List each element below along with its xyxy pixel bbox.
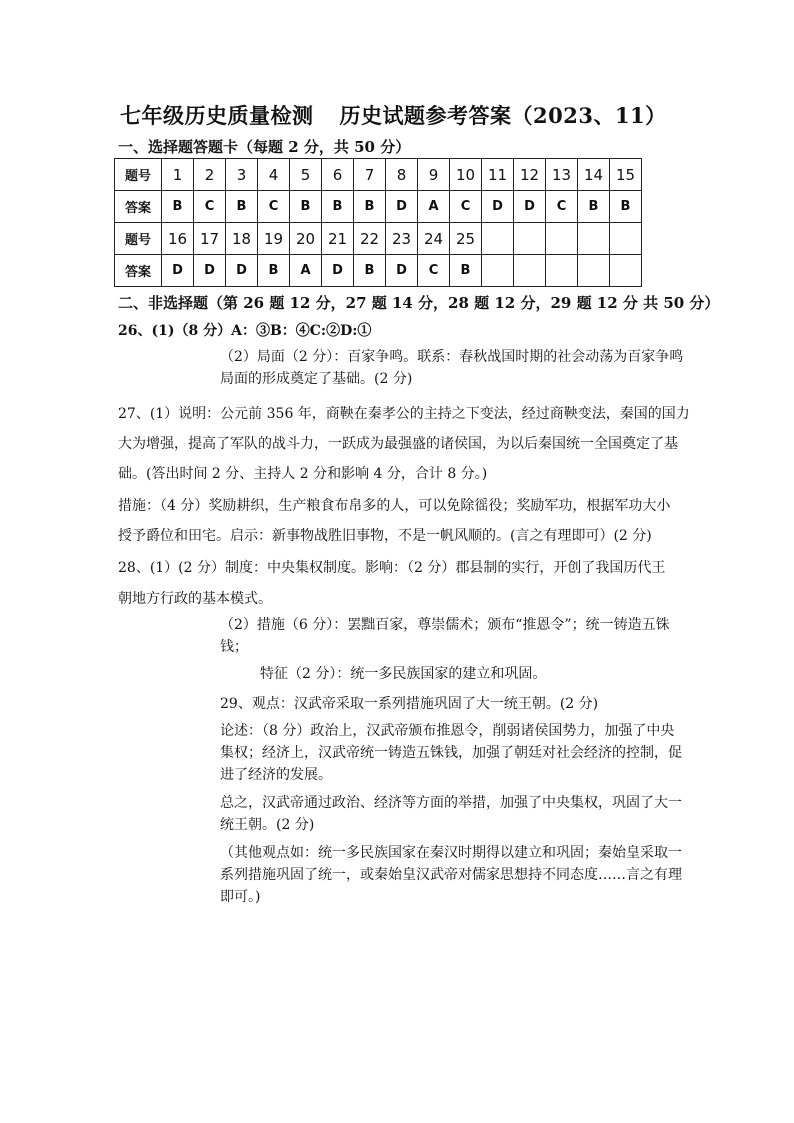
number-cell: 13	[546, 159, 578, 191]
q28-line5: 特征（2 分）：统一多民族国家的建立和巩固。	[260, 666, 547, 682]
empty-cell	[514, 255, 546, 287]
number-cell: 5	[290, 159, 322, 191]
answer-cell: B	[450, 255, 482, 287]
answer-cell: D	[514, 191, 546, 223]
table-row	[115, 223, 642, 255]
answer-cell: D	[194, 255, 226, 287]
empty-cell	[546, 223, 578, 255]
q29-line6: 统王朝。(2 分)	[220, 817, 315, 833]
answer-cell: B	[226, 191, 258, 223]
header-label-cell: 题号	[115, 223, 162, 255]
answer-cell: C	[450, 191, 482, 223]
number-cell: 20	[290, 223, 322, 255]
q29-line9: 即可。)	[220, 889, 261, 905]
answer-cell: B	[354, 191, 386, 223]
empty-cell	[610, 223, 642, 255]
number-cell: 2	[194, 159, 226, 191]
q27-line3: 础。(答出时间 2 分、主持人 2 分和影响 4 分，合计 8 分。)	[118, 466, 488, 482]
number-cell: 18	[226, 223, 258, 255]
q29-line1: 29、观点：汉武帝采取一系列措施巩固了大一统王朝。(2 分)	[220, 696, 599, 712]
answer-cell: D	[482, 191, 514, 223]
q28-line2: 朝地方行政的基本模式。	[118, 591, 272, 607]
number-cell: 22	[354, 223, 386, 255]
number-cell: 1	[162, 159, 194, 191]
answer-cell: B	[354, 255, 386, 287]
number-cell: 11	[482, 159, 514, 191]
answer-table	[114, 158, 642, 287]
number-cell: 6	[322, 159, 354, 191]
number-cell: 25	[450, 223, 482, 255]
q27-line2: 大为增强，提高了军队的战斗力，一跃成为最强盛的诸侯国，为以后秦国统一全国奠定了基	[118, 436, 678, 452]
q26-line1: 26、(1)（8 分）A：③B：④C:②D:①	[118, 323, 372, 339]
empty-cell	[578, 223, 610, 255]
number-cell: 9	[418, 159, 450, 191]
number-cell: 3	[226, 159, 258, 191]
page-title	[120, 100, 667, 130]
answer-cell: B	[162, 191, 194, 223]
number-cell: 23	[386, 223, 418, 255]
q26-line3: 局面的形成奠定了基础。(2 分)	[220, 371, 413, 387]
number-cell: 7	[354, 159, 386, 191]
q28-line4: 钱；	[220, 639, 248, 655]
number-cell: 10	[450, 159, 482, 191]
q29-line2: 论述：（8 分）政治上，汉武帝颁布推恩令，削弱诸侯国势力，加强了中央	[220, 723, 675, 739]
q27-line5: 授予爵位和田宅。启示：新事物战胜旧事物，不是一帆风顺的。(言之有理即可）(2 分)	[118, 528, 652, 544]
answer-cell: D	[226, 255, 258, 287]
q29-line7: （其他观点如：统一多民族国家在秦汉时期得以建立和巩固；秦始皇采取一	[220, 845, 682, 861]
number-cell: 19	[258, 223, 290, 255]
answer-cell: D	[162, 255, 194, 287]
q27-line4: 措施：（4 分）奖励耕织，生产粮食布帛多的人，可以免除徭役；奖励军功，根据军功大小	[118, 498, 671, 514]
q28-line1: 28、(1）(2 分）制度：中央集权制度。影响：（2 分）郡县制的实行，开创了我国历代王	[118, 560, 666, 576]
q29-line5: 总之，汉武帝通过政治、经济等方面的举措，加强了中央集权，巩固了大一	[220, 795, 682, 811]
header-label-cell: 题号	[115, 159, 162, 191]
number-cell: 4	[258, 159, 290, 191]
title-right: 历史试题参考答案（2023、11）	[339, 103, 667, 128]
answer-cell: A	[290, 255, 322, 287]
answer-cell: B	[258, 255, 290, 287]
empty-cell	[610, 255, 642, 287]
title-left: 七年级历史质量检测	[120, 103, 314, 128]
q27-line1: 27、(1）说明：公元前 356 年，商鞅在秦孝公的主持之下变法，经过商鞅变法，秦国的国力	[118, 406, 690, 422]
answer-cell: C	[194, 191, 226, 223]
number-cell: 8	[386, 159, 418, 191]
answer-cell: B	[322, 191, 354, 223]
answer-cell: B	[578, 191, 610, 223]
answer-cell: B	[290, 191, 322, 223]
answer-cell: C	[418, 255, 450, 287]
answer-cell: D	[322, 255, 354, 287]
answer-label-cell: 答案	[115, 191, 162, 223]
number-cell: 14	[578, 159, 610, 191]
section1-title: 一、选择题答题卡（每题 2 分，共 50 分）	[118, 138, 411, 156]
empty-cell	[482, 255, 514, 287]
q26-line2: （2）局面（2 分）：百家争鸣。联系：春秋战国时期的社会动荡为百家争鸣	[220, 349, 684, 365]
number-cell: 17	[194, 223, 226, 255]
q28-line3: （2）措施（6 分）：罢黜百家，尊崇儒术；颁布“推恩令”；统一铸造五铢	[220, 617, 670, 633]
q29-line8: 系列措施巩固了统一，或秦始皇汉武帝对儒家思想持不同态度……言之有理	[220, 867, 682, 883]
table-row	[115, 159, 642, 191]
empty-cell	[578, 255, 610, 287]
section2-title: 二、非选择题（第 26 题 12 分，27 题 14 分，28 题 12 分，29 题 12 分 共 50 分）	[118, 294, 720, 312]
empty-cell	[546, 255, 578, 287]
answer-cell: B	[610, 191, 642, 223]
q29-line4: 进了经济的发展。	[220, 767, 332, 783]
number-cell: 24	[418, 223, 450, 255]
table-row	[115, 191, 642, 223]
q29-line3: 集权；经济上，汉武帝统一铸造五铢钱，加强了朝廷对社会经济的控制，促	[220, 745, 682, 761]
answer-label-cell: 答案	[115, 255, 162, 287]
number-cell: 12	[514, 159, 546, 191]
empty-cell	[514, 223, 546, 255]
number-cell: 21	[322, 223, 354, 255]
answer-cell: C	[258, 191, 290, 223]
answer-cell: A	[418, 191, 450, 223]
answer-cell: D	[386, 255, 418, 287]
table-row	[115, 255, 642, 287]
answer-cell: C	[546, 191, 578, 223]
number-cell: 16	[162, 223, 194, 255]
number-cell: 15	[610, 159, 642, 191]
empty-cell	[482, 223, 514, 255]
answer-cell: D	[386, 191, 418, 223]
